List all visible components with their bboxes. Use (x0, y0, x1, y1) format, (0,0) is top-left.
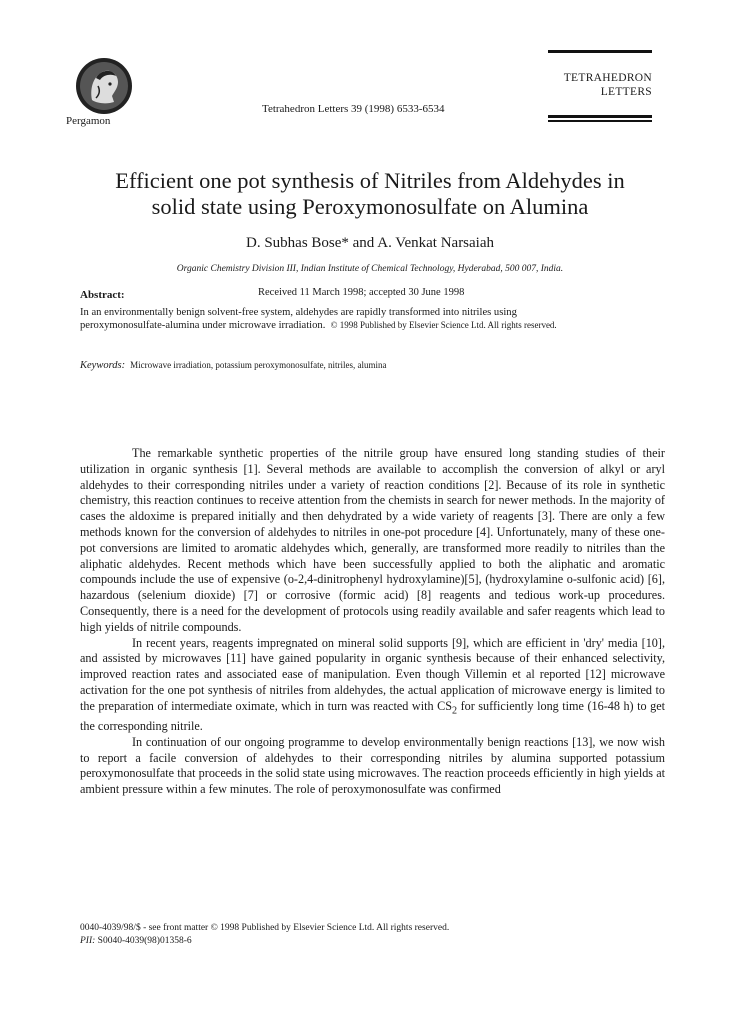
issn-line: 0040-4039/98/$ - see front matter © 1998 Published by Elsevier Science Ltd. All rights reserved. (80, 923, 450, 933)
abstract-label: Abstract: (80, 289, 125, 301)
journal-name-line1: TETRAHEDRON (563, 72, 652, 84)
authors: D. Subhas Bose* and A. Venkat Narsaiah (245, 235, 495, 251)
keywords (80, 360, 387, 371)
body-text (80, 446, 665, 798)
journal-name-line2: LETTERS (600, 86, 652, 98)
footer (80, 922, 449, 948)
affiliation: Organic Chemistry Division III, Indian Institute of Chemical Technology, Hyderabad, 500 007, India. (176, 264, 564, 274)
journal-name (548, 71, 652, 99)
abstract-line2: peroxymonosulfate-alumina under microwave irradiation. (80, 320, 326, 331)
masthead-rule-bottom-thin (548, 120, 652, 122)
keywords-list: Microwave irradiation, potassium peroxymonosulfate, nitriles, alumina (130, 360, 387, 370)
publisher-logo-icon (74, 56, 134, 116)
title-line1: Efficient one pot synthesis of Nitriles from Aldehydes in (115, 168, 625, 193)
body-paragraph-3: In continuation of our ongoing programme to develop environmentally benign reactions [13], we now wish to report a facile conversion of aldehydes to their corresponding nitriles by alumina supported potassium peroxymonosulfate that proceeds in the solid state using microwaves. The reaction proceeds efficiently in high yields at ambient pressure within a few minutes. The role of peroxymonosulfate was confirmed (80, 734, 665, 797)
abstract-text (80, 306, 665, 332)
para2-subscript: 2 (451, 705, 458, 717)
pii-label: PII: (80, 936, 96, 946)
journal-citation: Tetrahedron Letters 39 (1998) 6533-6534 (262, 103, 445, 115)
body-paragraph-2 (80, 636, 665, 735)
journal-masthead (548, 50, 652, 122)
pii-value: S0040-4039(98)01358-6 (97, 936, 192, 946)
title-line2: solid state using Peroxymonosulfate on Alumina (151, 194, 589, 219)
keywords-label: Keywords: (80, 360, 126, 371)
para2-text-b: for sufficiently long time (16-48 h) to get the corresponding nitrile. (80, 698, 665, 733)
article-title (70, 168, 670, 220)
para2-text-a: In recent years, reagents impregnated on mineral solid supports [9], which are efficient in 'dry' media [10], and assisted by microwaves [11] have gained popularity in organic synthesis because of their enhanced selectivity, improved reaction rates and associated ease of manipulation. Even though Villemin et al reported [12] microwave activation for the one pot synthesis of nitriles from aldehydes, the actual application of microwave energy is limited to the preparation of intermediate oximate, which in turn was reacted with CS (80, 635, 665, 713)
masthead-rule-top (548, 50, 652, 53)
body-paragraph-1: The remarkable synthetic properties of the nitrile group have ensured long standing studies of their utilization in organic synthesis [1]. Several methods are available to accomplish the conversion of alkyl or aryl aldehydes to their corresponding nitriles under a variety of reaction conditions [2]. Because of its role in synthetic chemistry, this reaction continues to receive attention from the chemists in search for newer methods. In the majority of cases the aldoxime is prepared initially and then dehydrated by a wide variety of reagents [3]. There are only a few methods known for the conversion of aldehydes to nitriles in one-pot procedure [4]. Unfortunately, many of these one-pot conversions are limited to aromatic aldehydes which, generally, are transformed more readily to nitriles than the aliphatic aldehydes. Recent methods which have been successfully applied to both the aliphatic and aromatic compounds include the use of expensive (o-2,4-dinitrophenyl hydroxylamine)[5], (hydroxylamine o-sulfonic acid) [6], hazardous (selenium dioxide) [7] or corrosive (formic acid) [8] reagents and tedious work-up procedures. Consequently, there is a need for the development of protocols using readily available and safer reagents which lead to high yields of nitrile compounds. (80, 446, 665, 634)
received-dates: Received 11 March 1998; accepted 30 June 1998 (258, 287, 465, 298)
abstract-line1: In an environmentally benign solvent-free system, aldehydes are rapidly transformed into nitriles using (80, 307, 517, 318)
publisher-name: Pergamon (66, 115, 111, 127)
abstract-copyright: © 1998 Published by Elsevier Science Ltd. All rights reserved. (330, 320, 557, 330)
